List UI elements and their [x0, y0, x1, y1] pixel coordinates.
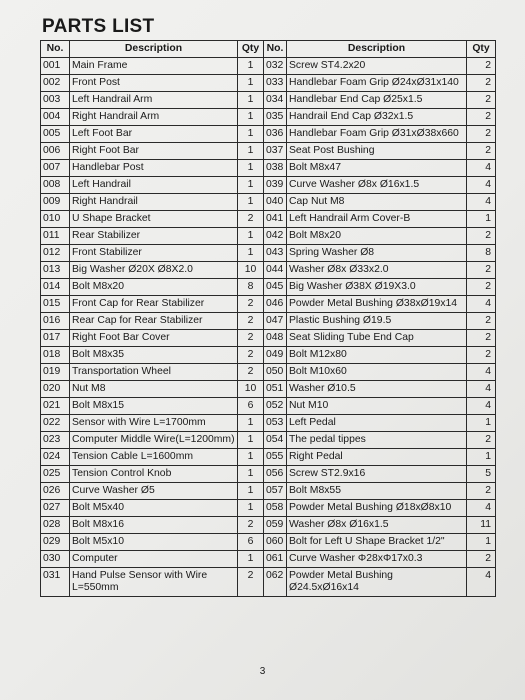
part-qty-right: 2	[467, 109, 496, 126]
part-qty-right: 2	[467, 262, 496, 279]
part-number-right: 044	[264, 262, 287, 279]
part-description-right: Bolt M8x20	[287, 228, 467, 245]
page-title: PARTS LIST	[42, 16, 155, 37]
part-number-left: 013	[41, 262, 70, 279]
table-header-row	[41, 41, 496, 58]
part-description-right: Left Pedal	[287, 415, 467, 432]
part-number-left: 001	[41, 58, 70, 75]
part-description-left: Bolt M5x10	[70, 534, 238, 551]
part-description-left: Bolt M8x15	[70, 398, 238, 415]
part-qty-right: 4	[467, 568, 496, 597]
part-qty-left: 10	[238, 381, 264, 398]
part-qty-right: 4	[467, 364, 496, 381]
part-number-left: 014	[41, 279, 70, 296]
part-number-left: 010	[41, 211, 70, 228]
part-description-right: The pedal tippes	[287, 432, 467, 449]
part-description-right: Seat Sliding Tube End Cap	[287, 330, 467, 347]
header-description-right: Description	[287, 41, 467, 58]
part-number-right: 036	[264, 126, 287, 143]
part-number-right: 033	[264, 75, 287, 92]
part-number-left: 003	[41, 92, 70, 109]
part-description-left: Hand Pulse Sensor with Wire L=550mm	[70, 568, 238, 597]
table-row	[41, 313, 496, 330]
table-row	[41, 92, 496, 109]
part-number-left: 027	[41, 500, 70, 517]
table-row	[41, 500, 496, 517]
table-row	[41, 177, 496, 194]
part-description-left: Bolt M8x35	[70, 347, 238, 364]
part-description-right: Seat Post Bushing	[287, 143, 467, 160]
part-number-left: 028	[41, 517, 70, 534]
table-row	[41, 279, 496, 296]
part-qty-left: 1	[238, 551, 264, 568]
part-description-left: Transportation Wheel	[70, 364, 238, 381]
part-number-left: 022	[41, 415, 70, 432]
part-description-right: Nut M10	[287, 398, 467, 415]
part-number-left: 007	[41, 160, 70, 177]
part-number-left: 023	[41, 432, 70, 449]
part-description-right: Handlebar Foam Grip Ø24xØ31x140	[287, 75, 467, 92]
header-qty-right: Qty	[467, 41, 496, 58]
part-qty-left: 2	[238, 364, 264, 381]
part-qty-right: 1	[467, 534, 496, 551]
table-row	[41, 211, 496, 228]
part-qty-right: 4	[467, 381, 496, 398]
part-number-right: 047	[264, 313, 287, 330]
part-number-right: 035	[264, 109, 287, 126]
part-qty-right: 2	[467, 432, 496, 449]
part-qty-left: 2	[238, 313, 264, 330]
part-qty-left: 2	[238, 347, 264, 364]
part-description-left: Curve Washer Ø5	[70, 483, 238, 500]
table-row	[41, 415, 496, 432]
part-description-right: Washer Ø8x Ø16x1.5	[287, 517, 467, 534]
table-row	[41, 568, 496, 597]
part-description-right: Washer Ø10.5	[287, 381, 467, 398]
part-qty-right: 2	[467, 143, 496, 160]
part-qty-left: 1	[238, 483, 264, 500]
header-no-right: No.	[264, 41, 287, 58]
part-qty-right: 4	[467, 160, 496, 177]
part-number-left: 031	[41, 568, 70, 597]
part-number-right: 038	[264, 160, 287, 177]
part-qty-left: 1	[238, 177, 264, 194]
part-qty-left: 1	[238, 432, 264, 449]
part-description-right: Curve Washer Ø8x Ø16x1.5	[287, 177, 467, 194]
table-row	[41, 534, 496, 551]
part-qty-left: 8	[238, 279, 264, 296]
part-number-right: 061	[264, 551, 287, 568]
part-number-left: 016	[41, 313, 70, 330]
part-description-left: Bolt M8x16	[70, 517, 238, 534]
part-qty-right: 2	[467, 92, 496, 109]
part-number-right: 045	[264, 279, 287, 296]
part-qty-left: 1	[238, 160, 264, 177]
part-description-left: Left Handrail	[70, 177, 238, 194]
part-qty-right: 2	[467, 313, 496, 330]
part-number-left: 012	[41, 245, 70, 262]
table-row	[41, 466, 496, 483]
part-number-left: 008	[41, 177, 70, 194]
part-number-left: 019	[41, 364, 70, 381]
table-row	[41, 75, 496, 92]
part-description-left: U Shape Bracket	[70, 211, 238, 228]
part-number-right: 053	[264, 415, 287, 432]
part-qty-right: 4	[467, 194, 496, 211]
part-qty-left: 1	[238, 58, 264, 75]
part-description-left: Right Foot Bar	[70, 143, 238, 160]
part-description-left: Right Handrail	[70, 194, 238, 211]
part-number-left: 021	[41, 398, 70, 415]
part-qty-left: 2	[238, 211, 264, 228]
part-qty-left: 2	[238, 568, 264, 597]
part-number-right: 032	[264, 58, 287, 75]
part-number-right: 052	[264, 398, 287, 415]
part-description-right: Plastic Bushing Ø19.5	[287, 313, 467, 330]
part-qty-left: 2	[238, 517, 264, 534]
part-qty-right: 2	[467, 126, 496, 143]
part-qty-right: 2	[467, 347, 496, 364]
part-number-right: 042	[264, 228, 287, 245]
part-description-left: Handlebar Post	[70, 160, 238, 177]
part-number-right: 040	[264, 194, 287, 211]
part-qty-left: 1	[238, 228, 264, 245]
table-row	[41, 517, 496, 534]
part-description-left: Tension Cable L=1600mm	[70, 449, 238, 466]
part-number-right: 059	[264, 517, 287, 534]
part-qty-right: 1	[467, 211, 496, 228]
part-qty-left: 1	[238, 194, 264, 211]
part-number-left: 002	[41, 75, 70, 92]
part-qty-right: 4	[467, 398, 496, 415]
part-qty-left: 1	[238, 143, 264, 160]
part-description-right: Bolt M10x60	[287, 364, 467, 381]
parts-table-body	[41, 58, 496, 597]
part-description-right: Cap Nut M8	[287, 194, 467, 211]
part-number-left: 025	[41, 466, 70, 483]
part-description-left: Right Handrail Arm	[70, 109, 238, 126]
part-description-right: Powder Metal Bushing Ø38xØ19x14	[287, 296, 467, 313]
header-description-left: Description	[70, 41, 238, 58]
part-number-right: 049	[264, 347, 287, 364]
part-number-right: 054	[264, 432, 287, 449]
table-row	[41, 449, 496, 466]
part-qty-right: 5	[467, 466, 496, 483]
table-row	[41, 143, 496, 160]
part-description-left: Sensor with Wire L=1700mm	[70, 415, 238, 432]
part-description-right: Spring Washer Ø8	[287, 245, 467, 262]
part-description-right: Left Handrail Arm Cover-B	[287, 211, 467, 228]
part-description-right: Curve Washer Φ28xΦ17x0.3	[287, 551, 467, 568]
part-description-left: Bolt M5x40	[70, 500, 238, 517]
part-number-left: 015	[41, 296, 70, 313]
table-row	[41, 296, 496, 313]
part-qty-left: 6	[238, 398, 264, 415]
table-row	[41, 160, 496, 177]
part-qty-right: 1	[467, 449, 496, 466]
part-number-left: 005	[41, 126, 70, 143]
part-number-right: 051	[264, 381, 287, 398]
part-number-left: 004	[41, 109, 70, 126]
part-description-left: Front Stabilizer	[70, 245, 238, 262]
part-number-left: 018	[41, 347, 70, 364]
part-qty-right: 2	[467, 75, 496, 92]
part-qty-right: 2	[467, 551, 496, 568]
part-description-right: Handlebar Foam Grip Ø31xØ38x660	[287, 126, 467, 143]
part-description-right: Screw ST2.9x16	[287, 466, 467, 483]
part-qty-left: 1	[238, 109, 264, 126]
table-row	[41, 551, 496, 568]
part-description-right: Bolt for Left U Shape Bracket 1/2"	[287, 534, 467, 551]
part-description-right: Powder Metal Bushing Ø24.5xØ16x14	[287, 568, 467, 597]
part-number-right: 055	[264, 449, 287, 466]
part-description-left: Front Post	[70, 75, 238, 92]
parts-list-table	[40, 40, 496, 597]
part-number-right: 058	[264, 500, 287, 517]
part-number-left: 026	[41, 483, 70, 500]
part-number-right: 041	[264, 211, 287, 228]
part-description-right: Bolt M8x47	[287, 160, 467, 177]
part-number-left: 029	[41, 534, 70, 551]
table-row	[41, 109, 496, 126]
part-description-left: Computer Middle Wire(L=1200mm)	[70, 432, 238, 449]
part-qty-left: 2	[238, 296, 264, 313]
part-number-right: 056	[264, 466, 287, 483]
part-qty-right: 4	[467, 500, 496, 517]
part-qty-right: 8	[467, 245, 496, 262]
part-description-right: Big Washer Ø38X Ø19X3.0	[287, 279, 467, 296]
table-row	[41, 194, 496, 211]
table-row	[41, 347, 496, 364]
part-number-right: 037	[264, 143, 287, 160]
part-qty-left: 6	[238, 534, 264, 551]
part-number-right: 062	[264, 568, 287, 597]
part-description-right: Bolt M8x55	[287, 483, 467, 500]
part-number-right: 050	[264, 364, 287, 381]
part-qty-right: 2	[467, 58, 496, 75]
page-number: 3	[259, 666, 266, 677]
part-qty-right: 2	[467, 330, 496, 347]
part-number-right: 039	[264, 177, 287, 194]
part-description-left: Big Washer Ø20X Ø8X2.0	[70, 262, 238, 279]
part-description-right: Handlebar End Cap Ø25x1.5	[287, 92, 467, 109]
table-row	[41, 245, 496, 262]
part-qty-left: 2	[238, 330, 264, 347]
part-number-right: 034	[264, 92, 287, 109]
part-qty-right: 4	[467, 296, 496, 313]
part-description-left: Left Handrail Arm	[70, 92, 238, 109]
part-description-left: Nut M8	[70, 381, 238, 398]
table-row	[41, 228, 496, 245]
part-qty-left: 1	[238, 415, 264, 432]
part-description-right: Washer Ø8x Ø33x2.0	[287, 262, 467, 279]
part-qty-right: 1	[467, 415, 496, 432]
part-description-left: Right Foot Bar Cover	[70, 330, 238, 347]
part-number-left: 017	[41, 330, 70, 347]
part-number-right: 048	[264, 330, 287, 347]
part-description-right: Right Pedal	[287, 449, 467, 466]
part-qty-right: 2	[467, 483, 496, 500]
part-description-right: Powder Metal Bushing Ø18xØ8x10	[287, 500, 467, 517]
part-qty-right: 2	[467, 228, 496, 245]
part-description-left: Bolt M8x20	[70, 279, 238, 296]
part-number-left: 030	[41, 551, 70, 568]
part-qty-left: 1	[238, 466, 264, 483]
header-qty-left: Qty	[238, 41, 264, 58]
table-row	[41, 330, 496, 347]
part-description-left: Tension Control Knob	[70, 466, 238, 483]
part-description-right: Screw ST4.2x20	[287, 58, 467, 75]
table-row	[41, 381, 496, 398]
table-row	[41, 432, 496, 449]
part-description-left: Front Cap for Rear Stabilizer	[70, 296, 238, 313]
part-number-left: 009	[41, 194, 70, 211]
part-number-left: 006	[41, 143, 70, 160]
part-number-left: 011	[41, 228, 70, 245]
part-number-left: 024	[41, 449, 70, 466]
part-number-right: 046	[264, 296, 287, 313]
part-description-left: Main Frame	[70, 58, 238, 75]
part-description-left: Rear Cap for Rear Stabilizer	[70, 313, 238, 330]
part-qty-left: 1	[238, 92, 264, 109]
part-description-left: Left Foot Bar	[70, 126, 238, 143]
part-description-right: Handrail End Cap Ø32x1.5	[287, 109, 467, 126]
part-qty-left: 1	[238, 449, 264, 466]
part-qty-right: 4	[467, 177, 496, 194]
table-row	[41, 364, 496, 381]
table-row	[41, 262, 496, 279]
part-qty-right: 2	[467, 279, 496, 296]
part-qty-left: 1	[238, 126, 264, 143]
part-description-left: Computer	[70, 551, 238, 568]
table-row	[41, 58, 496, 75]
part-number-left: 020	[41, 381, 70, 398]
part-qty-left: 1	[238, 500, 264, 517]
part-number-right: 060	[264, 534, 287, 551]
part-description-left: Rear Stabilizer	[70, 228, 238, 245]
part-number-right: 043	[264, 245, 287, 262]
part-qty-left: 1	[238, 245, 264, 262]
part-description-right: Bolt M12x80	[287, 347, 467, 364]
part-qty-left: 1	[238, 75, 264, 92]
table-row	[41, 126, 496, 143]
table-row	[41, 483, 496, 500]
header-no-left: No.	[41, 41, 70, 58]
table-row	[41, 398, 496, 415]
part-qty-right: 11	[467, 517, 496, 534]
part-qty-left: 10	[238, 262, 264, 279]
part-number-right: 057	[264, 483, 287, 500]
